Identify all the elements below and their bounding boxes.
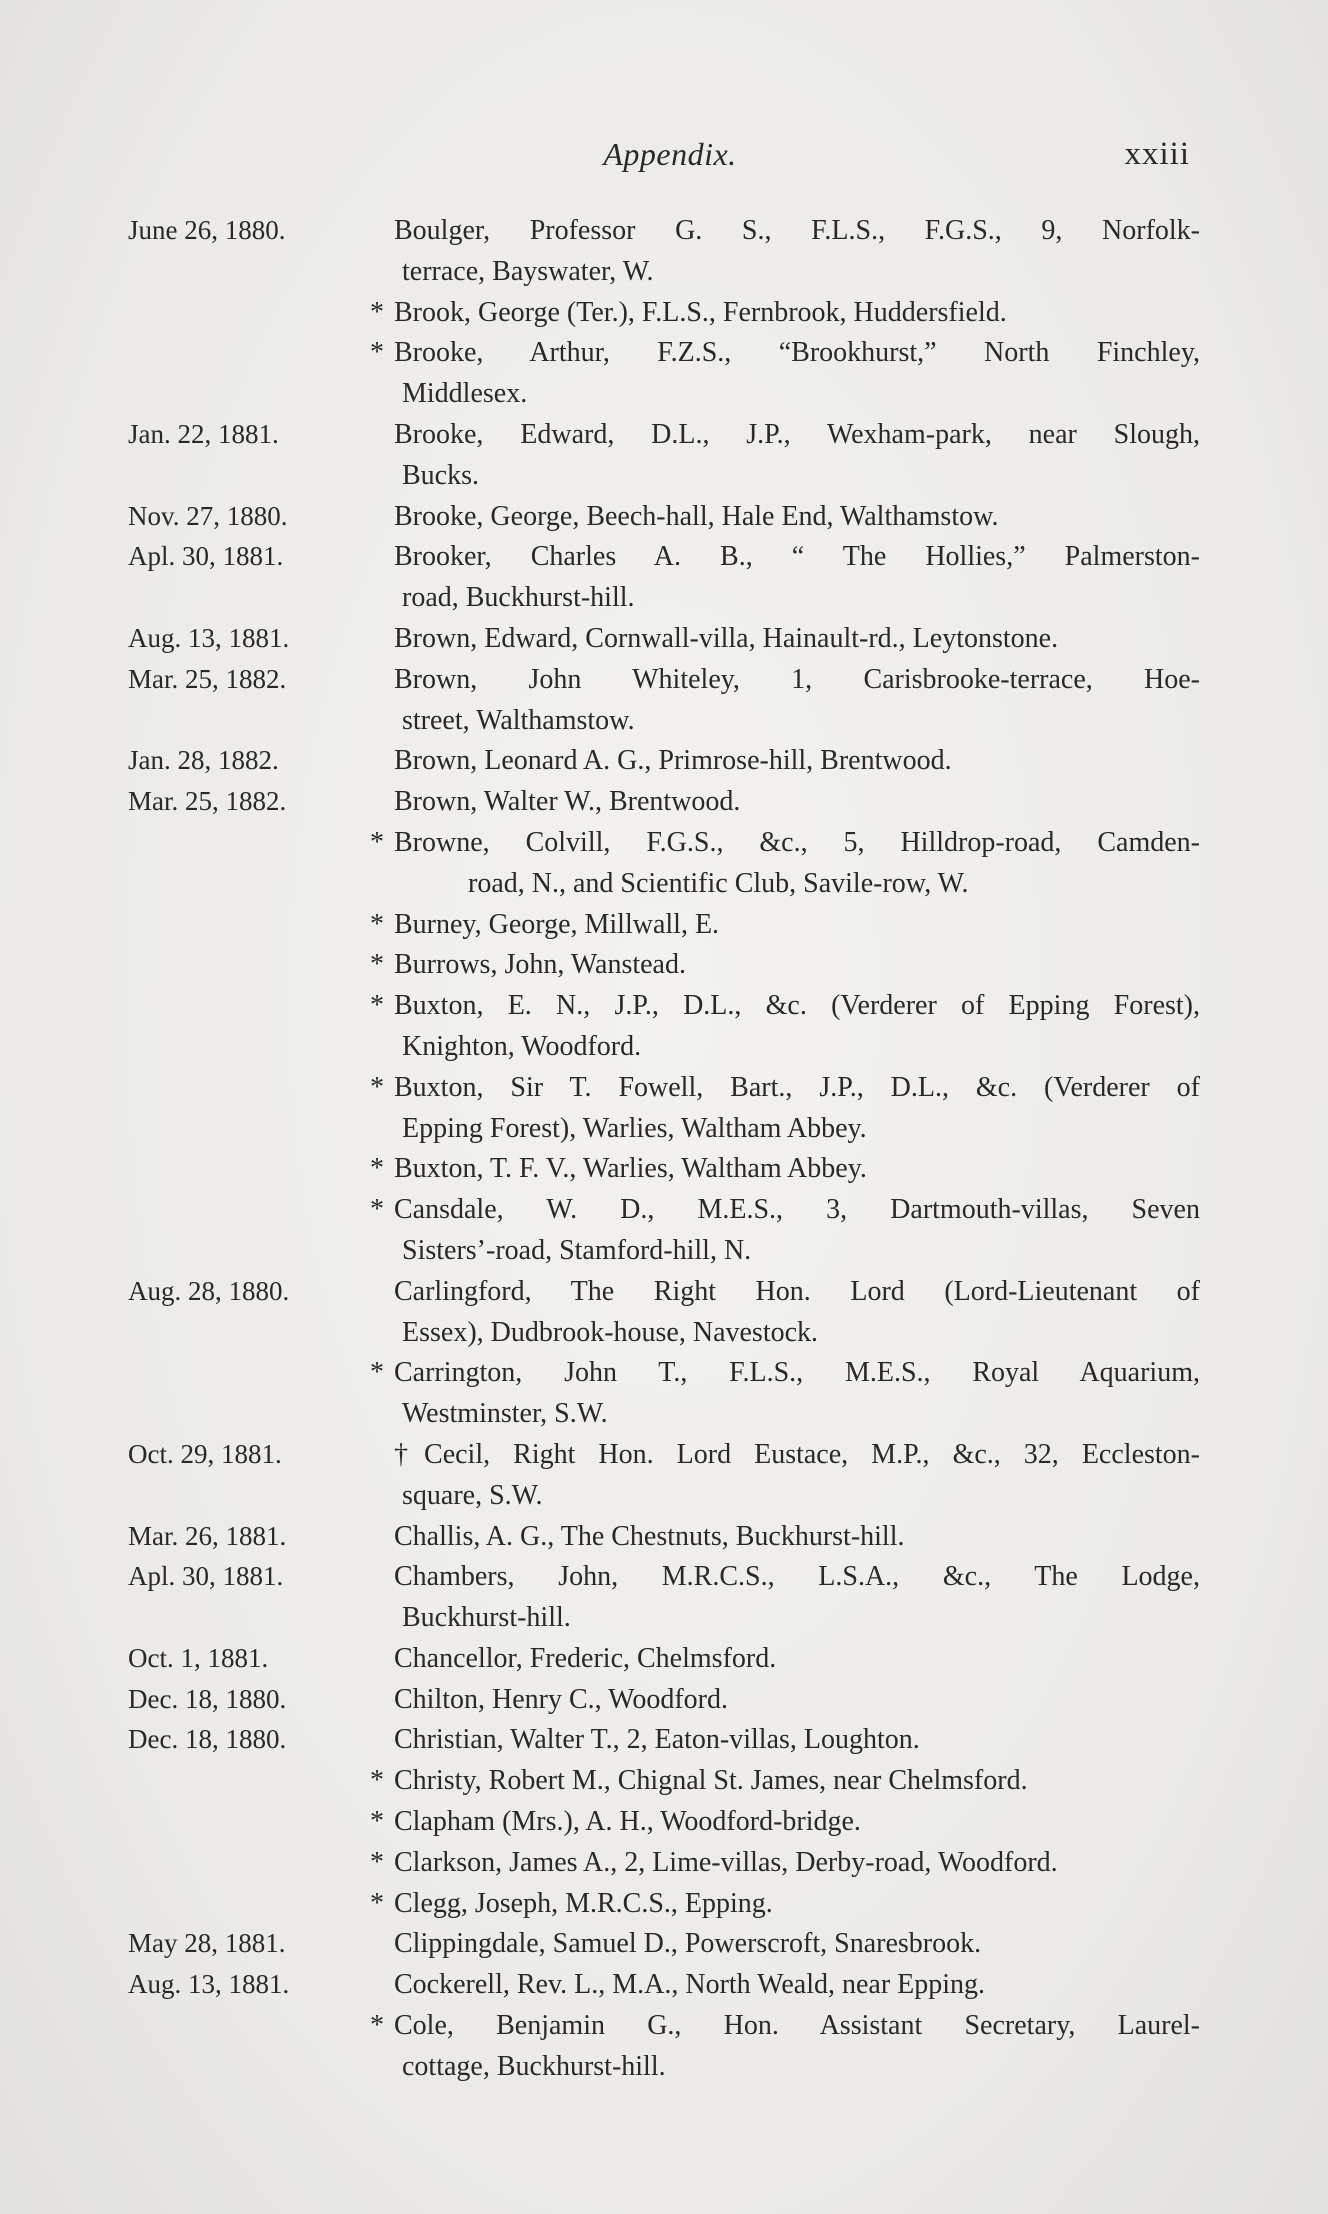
entry-text: Bucks.	[402, 459, 479, 491]
entry-line	[128, 1888, 1200, 1929]
member-entry	[128, 1765, 1200, 1806]
member-entry	[128, 1928, 1200, 1969]
entry-text: Brown, Leonard A. G., Primrose-hill, Brentwood.	[394, 745, 952, 777]
running-title: Appendix.	[603, 136, 737, 172]
page-header	[150, 136, 1190, 184]
member-entry	[128, 1276, 1200, 1358]
entry-text: street, Walthamstow.	[402, 704, 635, 736]
member-entry	[128, 745, 1200, 786]
entry-text: Epping Forest), Warlies, Waltham Abbey.	[402, 1112, 867, 1144]
entry-text: Christian, Walter T., 2, Eaton-villas, Loughton.	[394, 1724, 920, 1756]
election-date: May 28, 1881.	[128, 1928, 286, 1959]
entry-line	[128, 1561, 1200, 1602]
membership-mark: *	[370, 1194, 384, 1226]
page-number: xxiii	[1124, 136, 1190, 172]
member-entry	[128, 623, 1200, 664]
election-date: Aug. 13, 1881.	[128, 622, 290, 653]
entry-text: Westminster, S.W.	[402, 1398, 608, 1430]
membership-mark: *	[370, 826, 384, 858]
membership-mark: *	[370, 1071, 384, 1103]
entry-text: Chambers, John, M.R.C.S., L.S.A., &c., The Lodge,	[394, 1561, 1200, 1593]
election-date: Mar. 26, 1881.	[128, 1520, 287, 1551]
entry-line	[128, 664, 1200, 705]
entry-text: Burrows, John, Wanstead.	[394, 949, 686, 981]
member-entry	[128, 541, 1200, 623]
member-entry	[128, 949, 1200, 990]
membership-mark: *	[370, 1153, 384, 1185]
membership-mark: *	[370, 1846, 384, 1878]
member-entry	[128, 215, 1200, 297]
entry-line	[128, 786, 1200, 827]
member-entry	[128, 1969, 1200, 2010]
entry-line	[128, 541, 1200, 582]
member-entry	[128, 501, 1200, 542]
entry-line	[128, 1765, 1200, 1806]
entry-text: Brooker, Charles A. B., “ The Hollies,” Palmerston-	[394, 541, 1200, 573]
entry-line	[128, 419, 1200, 460]
election-date: Aug. 28, 1880.	[128, 1275, 290, 1306]
membership-mark: *	[370, 990, 384, 1022]
membership-mark: *	[370, 1887, 384, 1919]
entry-line	[128, 1072, 1200, 1113]
entry-text: Cockerell, Rev. L., M.A., North Weald, near Epping.	[394, 1969, 986, 2001]
entry-text: Essex), Dudbrook-house, Navestock.	[402, 1316, 819, 1348]
entry-line	[128, 1031, 1200, 1072]
entry-line	[128, 1602, 1200, 1643]
entry-line	[128, 1724, 1200, 1765]
election-date: Apl. 30, 1881.	[128, 1561, 284, 1592]
member-entry	[128, 909, 1200, 950]
entry-line	[128, 1113, 1200, 1154]
entry-line	[128, 909, 1200, 950]
entry-text: terrace, Bayswater, W.	[402, 255, 654, 287]
entry-line	[128, 297, 1200, 338]
member-entry	[128, 2010, 1200, 2092]
member-entry	[128, 1847, 1200, 1888]
entry-text: Burney, George, Millwall, E.	[394, 908, 720, 940]
member-entry	[128, 1724, 1200, 1765]
entry-text: Browne, Colvill, F.G.S., &c., 5, Hilldrop-road, Camden-	[394, 826, 1200, 858]
member-entry	[128, 1643, 1200, 1684]
entry-text: †Cecil, Right Hon. Lord Eustace, M.P., &c., 32, Eccleston-	[394, 1438, 1200, 1470]
entry-line	[128, 623, 1200, 664]
member-entry	[128, 664, 1200, 746]
entry-text: Brown, Edward, Cornwall-villa, Hainault-rd., Leytonstone.	[394, 622, 1059, 654]
entry-text: Brooke, Arthur, F.Z.S., “Brookhurst,” North Finchley,	[394, 337, 1200, 369]
member-entry	[128, 337, 1200, 419]
entry-line	[128, 1439, 1200, 1480]
election-date: Oct. 29, 1881.	[128, 1438, 282, 1469]
entry-text: Cole, Benjamin G., Hon. Assistant Secretary, Laurel-	[394, 2010, 1200, 2042]
entry-line	[128, 1806, 1200, 1847]
election-date: Apl. 30, 1881.	[128, 541, 284, 572]
member-entry	[128, 1521, 1200, 1562]
election-date: Mar. 25, 1882.	[128, 786, 287, 817]
election-date: Nov. 27, 1880.	[128, 500, 288, 531]
entry-line	[128, 1969, 1200, 2010]
member-entry	[128, 827, 1200, 909]
member-entry	[128, 1439, 1200, 1521]
entry-line	[128, 460, 1200, 501]
membership-mark: *	[370, 949, 384, 981]
entry-text: Buxton, E. N., J.P., D.L., &c. (Verderer of Epping Forest),	[394, 990, 1200, 1022]
entry-text: Challis, A. G., The Chestnuts, Buckhurst-hill.	[394, 1520, 905, 1552]
entry-line	[128, 1847, 1200, 1888]
entry-text: Boulger, Professor G. S., F.L.S., F.G.S., 9, Norfolk-	[394, 215, 1200, 246]
member-entry	[128, 1888, 1200, 1929]
entry-line	[128, 1928, 1200, 1969]
member-entry	[128, 1806, 1200, 1847]
entry-line	[128, 1480, 1200, 1521]
entry-line	[128, 501, 1200, 542]
entry-line	[128, 1398, 1200, 1439]
entry-line	[128, 949, 1200, 990]
entry-text: Carlingford, The Right Hon. Lord (Lord-Lieutenant of	[394, 1275, 1200, 1307]
entry-text: Chancellor, Frederic, Chelmsford.	[394, 1642, 777, 1674]
entry-text: Sisters’-road, Stamford-hill, N.	[402, 1234, 752, 1266]
entry-line	[128, 215, 1200, 256]
entry-text: Carrington, John T., F.L.S., M.E.S., Royal Aquarium,	[394, 1357, 1200, 1389]
membership-mark: *	[370, 337, 384, 369]
member-entry	[128, 1153, 1200, 1194]
entry-line	[128, 256, 1200, 297]
entry-line	[128, 1643, 1200, 1684]
entry-line	[128, 1684, 1200, 1725]
entry-line	[128, 1317, 1200, 1358]
membership-mark: *	[370, 296, 384, 328]
entry-line	[128, 1276, 1200, 1317]
entry-text: Clarkson, James A., 2, Lime-villas, Derby-road, Woodford.	[394, 1846, 1058, 1878]
member-entry	[128, 1561, 1200, 1643]
entry-line	[128, 705, 1200, 746]
membership-mark: *	[370, 2010, 384, 2042]
member-entry	[128, 1194, 1200, 1276]
member-list	[128, 215, 1200, 2092]
entry-text: road, N., and Scientific Club, Savile-row, W.	[468, 867, 969, 899]
election-date: Jan. 22, 1881.	[128, 418, 279, 449]
entry-text: Clippingdale, Samuel D., Powerscroft, Snaresbrook.	[394, 1928, 982, 1960]
entry-text: Christy, Robert M., Chignal St. James, near Chelmsford.	[394, 1765, 1028, 1797]
entry-line	[128, 2010, 1200, 2051]
entry-text: Buckhurst-hill.	[402, 1602, 571, 1634]
entry-line	[128, 1357, 1200, 1398]
entry-line	[128, 378, 1200, 419]
entry-text: Brooke, George, Beech-hall, Hale End, Walthamstow.	[394, 500, 999, 532]
entry-text: Brook, George (Ter.), F.L.S., Fernbrook, Huddersfield.	[394, 296, 1007, 328]
entry-text: Knighton, Woodford.	[402, 1030, 642, 1062]
entry-text: road, Buckhurst-hill.	[402, 582, 635, 614]
entry-text: Brown, Walter W., Brentwood.	[394, 786, 741, 818]
election-date: Jan. 28, 1882.	[128, 745, 279, 776]
entry-text: Buxton, Sir T. Fowell, Bart., J.P., D.L., &c. (Verderer of	[394, 1071, 1200, 1103]
entry-text: Buxton, T. F. V., Warlies, Waltham Abbey.	[394, 1153, 867, 1185]
member-entry	[128, 990, 1200, 1072]
entry-line	[128, 582, 1200, 623]
membership-mark: *	[370, 1357, 384, 1389]
entry-line	[128, 1194, 1200, 1235]
entry-text: Middlesex.	[402, 378, 528, 410]
entry-text: Clapham (Mrs.), A. H., Woodford-bridge.	[394, 1806, 861, 1838]
entry-text: Brown, John Whiteley, 1, Carisbrooke-terrace, Hoe-	[394, 663, 1200, 695]
entry-text: square, S.W.	[402, 1479, 543, 1511]
entry-line	[128, 1521, 1200, 1562]
entry-line	[128, 1153, 1200, 1194]
entry-line	[128, 990, 1200, 1031]
member-entry	[128, 1684, 1200, 1725]
entry-line	[128, 868, 1200, 909]
member-entry	[128, 419, 1200, 501]
entry-line	[128, 827, 1200, 868]
member-entry	[128, 1357, 1200, 1439]
entry-text: cottage, Buckhurst-hill.	[402, 2050, 666, 2082]
entry-line	[128, 745, 1200, 786]
election-date: Dec. 18, 1880.	[128, 1724, 287, 1755]
entry-text: Cansdale, W. D., M.E.S., 3, Dartmouth-villas, Seven	[394, 1194, 1200, 1226]
membership-mark: *	[370, 1765, 384, 1797]
entry-line	[128, 337, 1200, 378]
entry-text: Chilton, Henry C., Woodford.	[394, 1683, 728, 1715]
election-date: Aug. 13, 1881.	[128, 1969, 290, 2000]
member-entry	[128, 1072, 1200, 1154]
entry-line	[128, 1235, 1200, 1276]
entry-line	[128, 2051, 1200, 2092]
election-date: Mar. 25, 1882.	[128, 663, 287, 694]
entry-text: Brooke, Edward, D.L., J.P., Wexham-park, near Slough,	[394, 418, 1200, 450]
membership-mark: *	[370, 908, 384, 940]
entry-text: Clegg, Joseph, M.R.C.S., Epping.	[394, 1887, 773, 1919]
election-date: Dec. 18, 1880.	[128, 1683, 287, 1714]
election-date: June 26, 1880.	[128, 215, 286, 245]
member-entry	[128, 786, 1200, 827]
election-date: Oct. 1, 1881.	[128, 1642, 269, 1673]
member-entry	[128, 297, 1200, 338]
membership-mark: *	[370, 1806, 384, 1838]
